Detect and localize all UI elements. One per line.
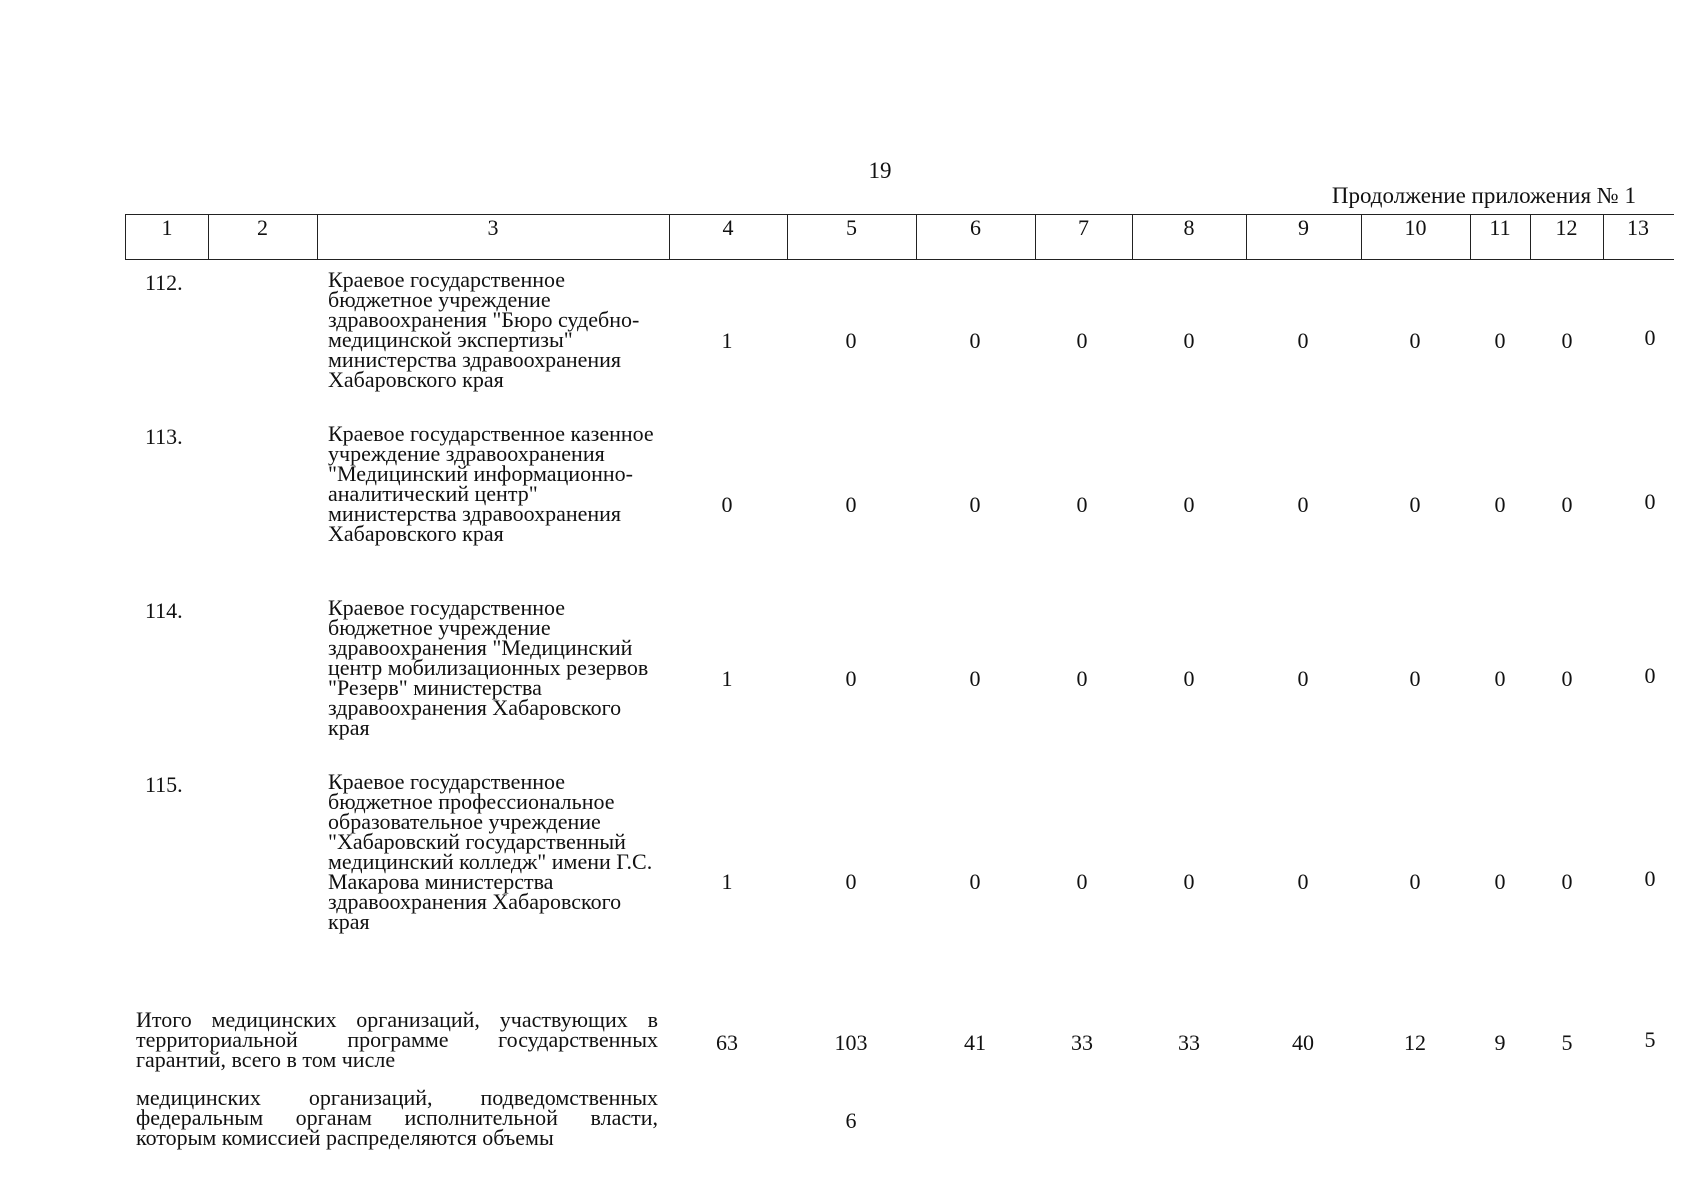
row-value-col10: 0 xyxy=(1409,492,1421,517)
table-row xyxy=(0,769,1701,992)
header-col-8: 8 xyxy=(1132,215,1247,259)
total-value-col4: 63 xyxy=(716,1030,738,1055)
row-value-col5: 0 xyxy=(845,328,857,353)
row-value-col8: 0 xyxy=(1183,492,1195,517)
row-value-col7: 0 xyxy=(1076,666,1088,691)
row-value-col13: 0 xyxy=(1644,325,1656,350)
total-value-col7: 33 xyxy=(1071,1030,1093,1055)
header-col-9: 9 xyxy=(1246,215,1362,259)
row-value-col13: 0 xyxy=(1644,866,1656,891)
subtotal-label: медицинских организаций, подведомственных федеральным органам исполнительной власти, которым комиссией распределяются объемы xyxy=(136,1085,658,1150)
total-value-col10: 12 xyxy=(1404,1030,1426,1055)
row-value-col6: 0 xyxy=(969,869,981,894)
row-value-col8: 0 xyxy=(1183,666,1195,691)
header-col-12: 12 xyxy=(1530,215,1604,259)
header-col-7: 7 xyxy=(1035,215,1133,259)
header-col-10: 10 xyxy=(1361,215,1471,259)
row-value-col12: 0 xyxy=(1561,666,1573,691)
row-value-col6: 0 xyxy=(969,666,981,691)
header-col-3: 3 xyxy=(317,215,670,259)
header-col-13: 13 xyxy=(1627,215,1649,240)
total-row xyxy=(0,1007,1701,1080)
row-value-col4: 1 xyxy=(721,666,733,691)
row-value-col11: 0 xyxy=(1494,492,1506,517)
row-value-col9: 0 xyxy=(1297,328,1309,353)
row-number: 115. xyxy=(145,772,183,797)
row-value-col12: 0 xyxy=(1561,328,1573,353)
total-value-col8: 33 xyxy=(1178,1030,1200,1055)
header-col-6: 6 xyxy=(916,215,1036,259)
row-value-col4: 0 xyxy=(721,492,733,517)
row-value-col4: 1 xyxy=(721,869,733,894)
row-value-col11: 0 xyxy=(1494,869,1506,894)
row-value-col5: 0 xyxy=(845,492,857,517)
row-value-col9: 0 xyxy=(1297,492,1309,517)
row-number: 113. xyxy=(145,424,183,449)
table-header xyxy=(125,214,1674,260)
row-value-col5: 0 xyxy=(845,666,857,691)
table-row xyxy=(0,421,1701,594)
table-row xyxy=(0,595,1701,768)
total-value-col6: 41 xyxy=(964,1030,986,1055)
row-value-col7: 0 xyxy=(1076,492,1088,517)
row-value-col11: 0 xyxy=(1494,328,1506,353)
row-value-col10: 0 xyxy=(1409,869,1421,894)
total-value-col13: 5 xyxy=(1644,1027,1656,1052)
row-value-col7: 0 xyxy=(1076,328,1088,353)
row-value-col5: 0 xyxy=(845,869,857,894)
total-value-col5: 103 xyxy=(834,1030,868,1055)
row-value-col12: 0 xyxy=(1561,492,1573,517)
row-value-col10: 0 xyxy=(1409,328,1421,353)
row-value-col9: 0 xyxy=(1297,666,1309,691)
row-value-col9: 0 xyxy=(1297,869,1309,894)
total-value-col12: 5 xyxy=(1561,1030,1573,1055)
row-value-col6: 0 xyxy=(969,328,981,353)
table-row xyxy=(0,267,1701,410)
row-value-col4: 1 xyxy=(721,328,733,353)
row-value-col8: 0 xyxy=(1183,869,1195,894)
row-organization-name: Краевое государственное бюджетное учреждение здравоохранения "Бюро судебно-медицинской экспертизы" министерства здравоохранения Хабаровского края xyxy=(328,267,640,392)
header-col-2: 2 xyxy=(208,215,318,259)
header-col-5: 5 xyxy=(787,215,917,259)
appendix-note: Продолжение приложения № 1 xyxy=(1331,183,1636,208)
header-col-11: 11 xyxy=(1470,215,1531,259)
row-value-col10: 0 xyxy=(1409,666,1421,691)
row-organization-name: Краевое государственное бюджетное учреждение здравоохранения "Медицинский центр мобилизационных резервов "Резерв" министерства здравоохранения Хабаровского края xyxy=(328,595,649,740)
total-label: Итого медицинских организаций, участвующих в территориальной программе государственных гарантий, всего в том числе xyxy=(136,1007,658,1072)
row-value-col11: 0 xyxy=(1494,666,1506,691)
header-col-1: 1 xyxy=(126,215,209,259)
total-value-col9: 40 xyxy=(1292,1030,1314,1055)
row-organization-name: Краевое государственное бюджетное профессиональное образовательное учреждение "Хабаровский государственный медицинский колледж" имени Г.С. Макарова министерства здравоохранения Хабаровского края xyxy=(328,769,653,934)
row-value-col7: 0 xyxy=(1076,869,1088,894)
total-value-col11: 9 xyxy=(1494,1030,1506,1055)
row-value-col8: 0 xyxy=(1183,328,1195,353)
row-value-col6: 0 xyxy=(969,492,981,517)
subtotal-value-col5: 6 xyxy=(845,1108,857,1133)
subtotal-row xyxy=(0,1085,1701,1158)
header-col-4: 4 xyxy=(669,215,788,259)
row-value-col12: 0 xyxy=(1561,869,1573,894)
row-number: 114. xyxy=(145,598,183,623)
row-value-col13: 0 xyxy=(1644,489,1656,514)
row-value-col13: 0 xyxy=(1644,663,1656,688)
row-number: 112. xyxy=(145,270,183,295)
page-number: 19 xyxy=(868,158,892,183)
row-organization-name: Краевое государственное казенное учреждение здравоохранения "Медицинский информационно-аналитический центр" министерства здравоохранения Хабаровского края xyxy=(328,421,654,546)
